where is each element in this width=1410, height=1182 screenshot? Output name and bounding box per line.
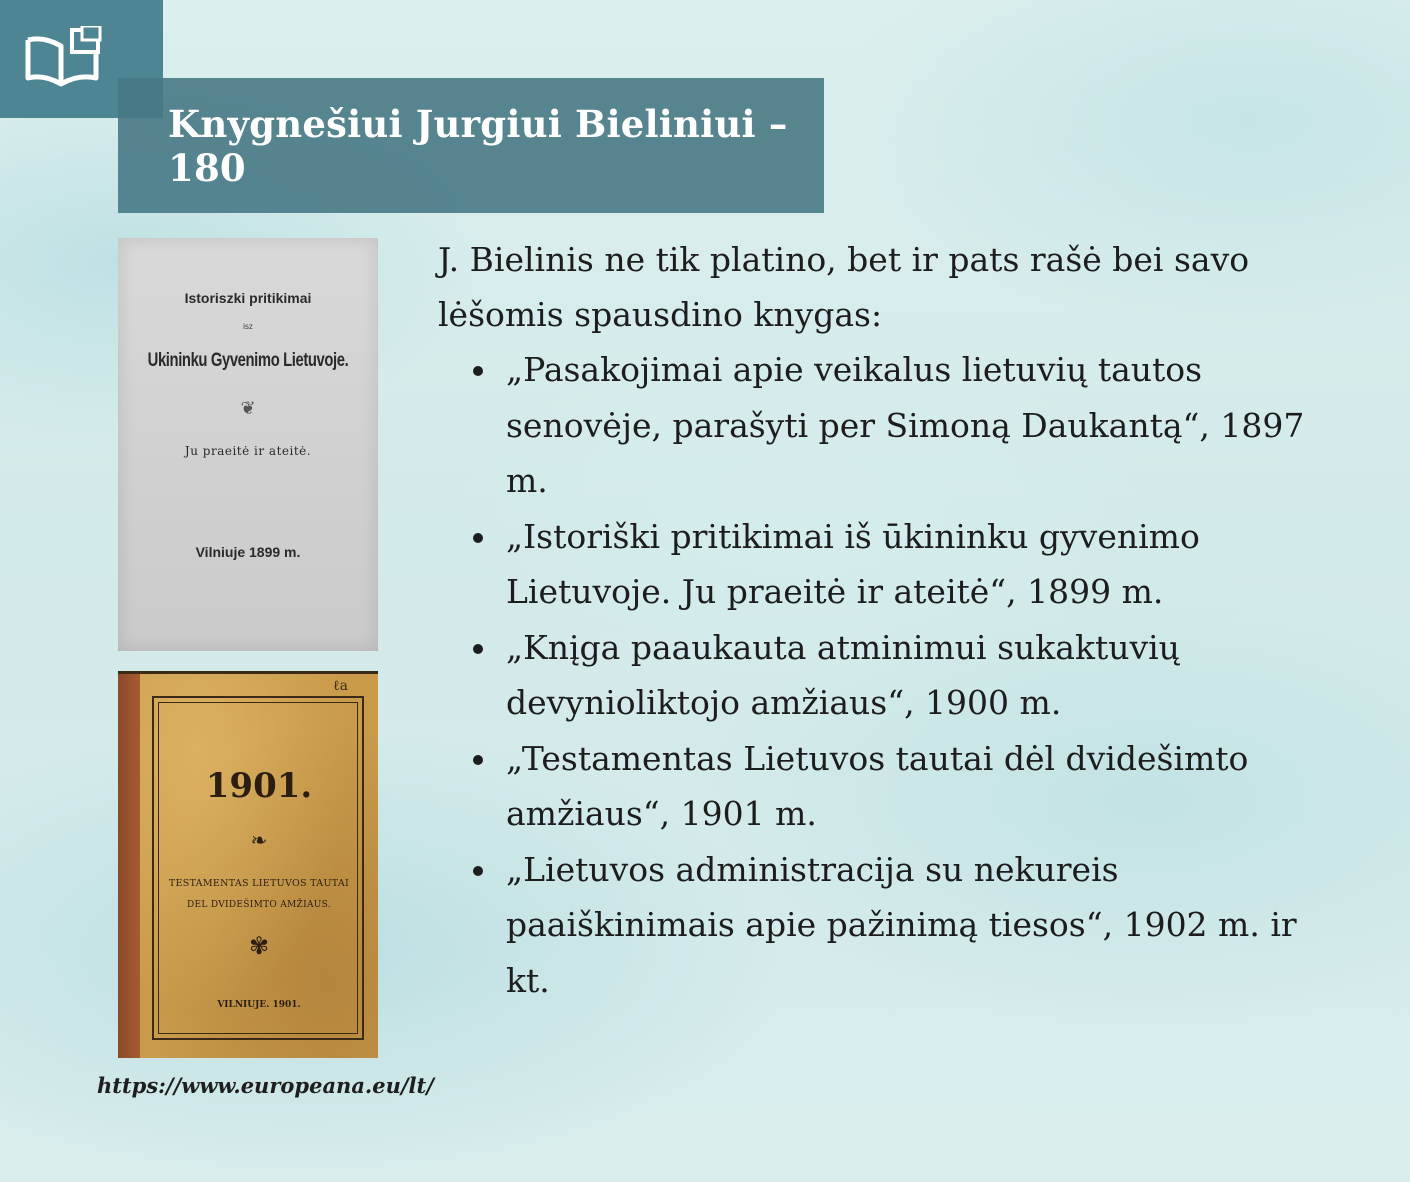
cover2-ornament: ❧ <box>250 828 268 852</box>
cover1-line2: isz <box>243 322 253 331</box>
cover1-title: Ukininku Gyvenimo Lietuvoje. <box>147 350 349 371</box>
cover2-frame-inner <box>158 702 358 1034</box>
list-item-text: „Testamentas Lietuvos tautai dėl dvidešimto amžiaus“, 1901 m. <box>506 738 1249 833</box>
list-item-text: „Istoriški pritikimai iš ūkininku gyvenimo Lietuvoje. Ju praeitė ir ateitė“, 1899 m. <box>506 516 1200 611</box>
list-item <box>438 342 1318 509</box>
bullet-icon <box>473 644 483 654</box>
list-item-text: „Pasakojimai apie veikalus lietuvių tautos senovėje, parašyti per Simoną Daukantą“, 1897 m. <box>506 350 1305 500</box>
book-icon <box>24 26 102 92</box>
list-item <box>438 620 1318 731</box>
list-item-text: „Lietuvos administracija su nekureis paaiškinimais apie pažinimą tiesos“, 1902 m. ir kt. <box>506 849 1297 1000</box>
cover1-ornament: ❦ <box>240 398 256 418</box>
list-item-text: „Knįga paaukauta atminimui sukaktuvių devynioliktojo amžiaus“, 1900 m. <box>506 627 1180 722</box>
cover1-line1: Istoriszki pritikimai <box>184 290 312 306</box>
intro-text: J. Bielinis ne tik platino, bet ir pats rašė bei savo lėšomis spausdino knygas: <box>438 240 1250 334</box>
main-content <box>438 232 1318 1008</box>
cover1-place: Vilniuje 1899 m. <box>195 544 301 560</box>
cover1-subtitle: Ju praeitė ir ateitė. <box>184 444 312 458</box>
cover2-title-line1: TESTAMENTAS LIETUVOS TAUTAI <box>168 878 350 889</box>
cover2-place: VILNIUJE. 1901. <box>217 1000 301 1010</box>
book-cover-1899 <box>118 238 378 651</box>
book-list <box>438 342 1318 1008</box>
cover2-year: 1901. <box>205 766 313 806</box>
list-item <box>438 509 1318 620</box>
cover2-handwritten-mark: ℓa <box>332 678 348 694</box>
list-item <box>438 731 1318 842</box>
cover2-emblem: ✾ <box>248 932 270 960</box>
source-link[interactable]: https://www.europeana.eu/lt/ <box>97 1073 434 1098</box>
book-cover-1901 <box>118 671 378 1058</box>
bullet-icon <box>473 866 483 876</box>
cover2-title-line2: DEL DVIDEŠIMTO AMŽIAUS. <box>187 900 331 910</box>
title-banner <box>118 78 824 213</box>
bullet-icon <box>473 533 483 543</box>
list-item <box>438 842 1318 1009</box>
bullet-icon <box>473 755 483 765</box>
page-title: Knygnešiui Jurgiui Bieliniui – 180 <box>168 101 788 190</box>
bullet-icon <box>473 366 483 376</box>
cover2-spine <box>118 674 140 1058</box>
